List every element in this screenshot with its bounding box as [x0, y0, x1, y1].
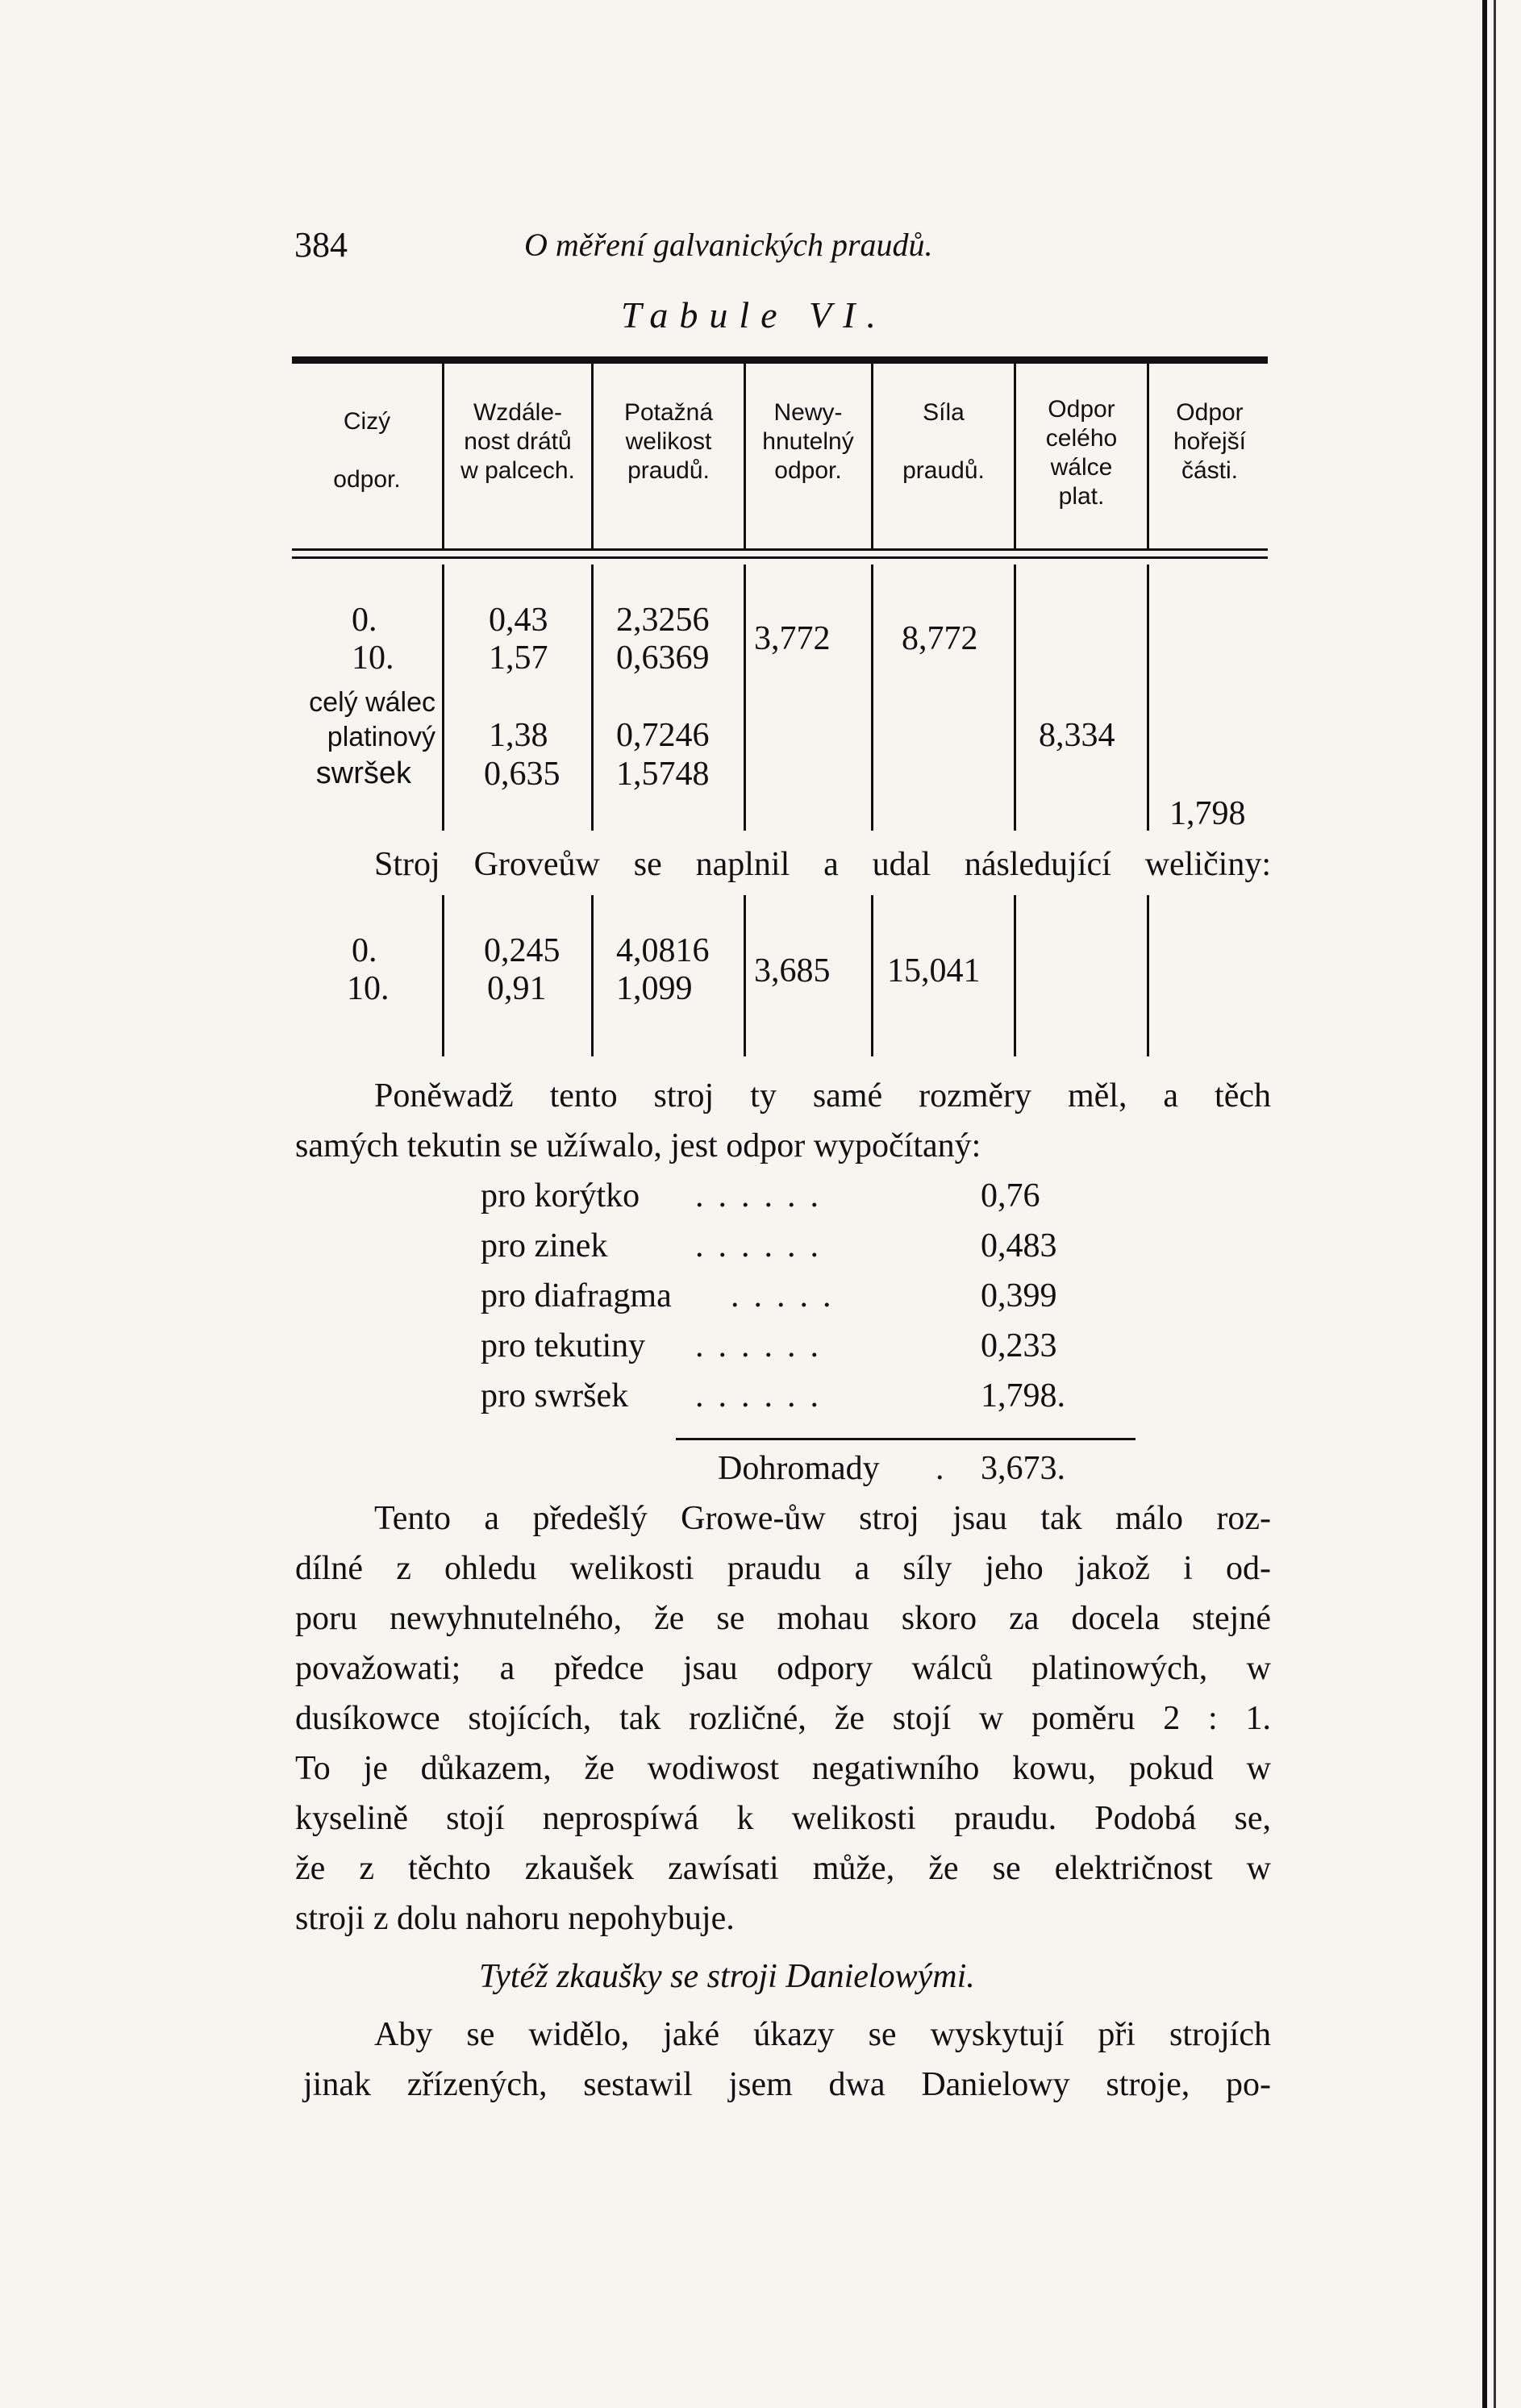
- col-sep-6: [1147, 364, 1149, 548]
- b1-row1-cizy: 0.: [352, 602, 377, 639]
- table-header-rule-2: [292, 556, 1268, 559]
- resistance-zinek-dots: ......: [695, 1227, 833, 1264]
- resistance-tekutiny-value: 0,233: [981, 1327, 1057, 1364]
- b2-row1-potazna: 4,0816: [616, 932, 710, 969]
- table-header-rule-1: [292, 548, 1268, 551]
- section-title: Tytéž zkaušky se stroji Danielowými.: [479, 1958, 975, 1995]
- resistance-diafragma-dots: .....: [731, 1277, 846, 1314]
- col-sep-1: [442, 364, 444, 548]
- resistance-zinek-value: 0,483: [981, 1227, 1057, 1264]
- b1-row4-wzdalenost: 0,635: [484, 756, 560, 793]
- resistance-swrsek-label: pro swršek: [481, 1377, 629, 1414]
- b2-col-sep-1: [442, 895, 444, 1056]
- total-value: 3,673.: [981, 1450, 1065, 1487]
- paragraph-line-6: To je důkazem, že wodiwost negatiwního kowu, pokud w: [295, 1750, 1271, 1787]
- resistance-tekutiny-dots: ......: [695, 1327, 833, 1364]
- b1-row4-cizy: swršek: [315, 756, 411, 790]
- sum-rule: [676, 1438, 1136, 1440]
- header-sila-praudu: Síla praudů.: [902, 399, 985, 484]
- b1-col-sep-4: [871, 565, 873, 831]
- b1-row3-cizy-l1: celý wálec: [309, 687, 435, 718]
- b1-col-sep-6: [1147, 565, 1149, 831]
- b1-row2-potazna: 0,6369: [616, 639, 710, 677]
- b2-sila-praudu: 15,041: [887, 952, 981, 989]
- page-edge: [1482, 0, 1487, 2408]
- b1-col-sep-3: [744, 565, 746, 831]
- b2-col-sep-4: [871, 895, 873, 1056]
- b1-row1-potazna: 2,3256: [616, 602, 710, 639]
- header-potazna-welikost: Potažná welikost praudů.: [623, 399, 714, 484]
- b2-col-sep-3: [744, 895, 746, 1056]
- paragraph-line-2: dílné z ohledu welikosti praudu a síly jeho jakož i od-: [295, 1550, 1271, 1587]
- resistance-swrsek-value: 1,798.: [981, 1377, 1065, 1414]
- header-odpor-walce: Odpor celého wálce plat.: [1045, 396, 1118, 510]
- b1-row4-potazna: 1,5748: [616, 756, 710, 793]
- b1-row2-wzdalenost: 1,57: [489, 639, 548, 677]
- intro-line-1: Poněwadž tento stroj ty samé rozměry měl, a těch: [374, 1077, 1271, 1114]
- b2-row1-cizy: 0.: [352, 932, 377, 969]
- intro-line-2: samých tekutin se užíwalo, jest odpor wypočítaný:: [295, 1127, 981, 1164]
- resistance-korytko-dots: ......: [695, 1177, 833, 1214]
- resistance-diafragma-label: pro diafragma: [481, 1277, 672, 1314]
- b2-col-sep-6: [1147, 895, 1149, 1056]
- header-wzdalenost: Wzdále- nost drátů w palcech.: [460, 399, 575, 484]
- b1-odpor-horejsi: 1,798: [1169, 795, 1246, 832]
- b1-odpor-walce: 8,334: [1039, 717, 1115, 754]
- b1-row3-wzdalenost: 1,38: [489, 717, 548, 754]
- col-sep-3: [744, 364, 746, 548]
- page-edge-shadow: [1494, 0, 1496, 2408]
- resistance-swrsek-dots: ......: [695, 1377, 833, 1414]
- b1-newyhnutelny: 3,772: [754, 620, 831, 657]
- paragraph-line-8: že z těchto zkaušek zawísati může, že se električnost w: [295, 1850, 1271, 1887]
- page-number: 384: [294, 225, 348, 265]
- resistance-korytko-value: 0,76: [981, 1177, 1040, 1214]
- col-sep-5: [1014, 364, 1016, 548]
- paragraph-line-7: kyselině stojí neprospíwá k welikosti praudu. Podobá se,: [295, 1800, 1271, 1837]
- paragraph-line-3: poru newyhnutelného, že se mohau skoro za docela stejné: [295, 1600, 1271, 1637]
- b2-row1-wzdalenost: 0,245: [484, 932, 560, 969]
- b2-col-sep-2: [591, 895, 594, 1056]
- b1-col-sep-1: [442, 565, 444, 831]
- final-line-1: Aby se widělo, jaké úkazy se wyskytují při strojích: [374, 2016, 1271, 2053]
- header-odpor-horejsi: Odpor hořejší části.: [1173, 399, 1247, 484]
- resistance-korytko-label: pro korýtko: [481, 1177, 640, 1214]
- total-label: Dohromady: [718, 1450, 880, 1487]
- resistance-zinek-label: pro zinek: [481, 1227, 608, 1264]
- b1-row3-cizy-l2: platinový: [327, 722, 435, 752]
- header-cizy-odpor: Cizý odpor.: [333, 408, 401, 493]
- b2-row2-cizy: 10.: [347, 970, 390, 1007]
- header-newyhnutelny: Newy- hnutelný odpor.: [762, 399, 854, 484]
- col-sep-2: [591, 364, 594, 548]
- paragraph-line-4: považowati; a předce jsau odpory wálců platinowých, w: [295, 1650, 1271, 1687]
- b2-row2-potazna: 1,099: [616, 970, 693, 1007]
- paragraph-line-1: Tento a předešlý Growe-ůw stroj jsau tak málo roz-: [374, 1500, 1271, 1537]
- b2-row2-wzdalenost: 0,91: [487, 970, 547, 1007]
- table-top-rule: [292, 356, 1268, 364]
- b1-sila-praudu: 8,772: [902, 620, 978, 657]
- col-sep-4: [871, 364, 873, 548]
- b1-col-sep-2: [591, 565, 594, 831]
- paragraph-line-5: dusíkowce stojících, tak rozličné, že stojí w poměru 2 : 1.: [295, 1700, 1271, 1737]
- final-line-2: jinak zřízených, sestawil jsem dwa Danielowy stroje, po-: [303, 2066, 1271, 2103]
- b1-row3-potazna: 0,7246: [616, 717, 710, 754]
- table-title: Tabule VI.: [621, 294, 887, 335]
- running-title: O měření galvanických praudů.: [524, 227, 933, 263]
- resistance-diafragma-value: 0,399: [981, 1277, 1057, 1314]
- resistance-tekutiny-label: pro tekutiny: [481, 1327, 646, 1364]
- b2-col-sep-5: [1014, 895, 1016, 1056]
- b1-col-sep-5: [1014, 565, 1016, 831]
- total-dot: .: [936, 1450, 944, 1487]
- b1-row1-wzdalenost: 0,43: [489, 602, 548, 639]
- table-note: Stroj Groveůw se naplnil a udal následující weličiny:: [374, 846, 1271, 883]
- paragraph-line-9: stroji z dolu nahoru nepohybuje.: [295, 1900, 735, 1937]
- b2-newyhnutelny: 3,685: [754, 952, 831, 989]
- b1-row2-cizy: 10.: [352, 639, 394, 677]
